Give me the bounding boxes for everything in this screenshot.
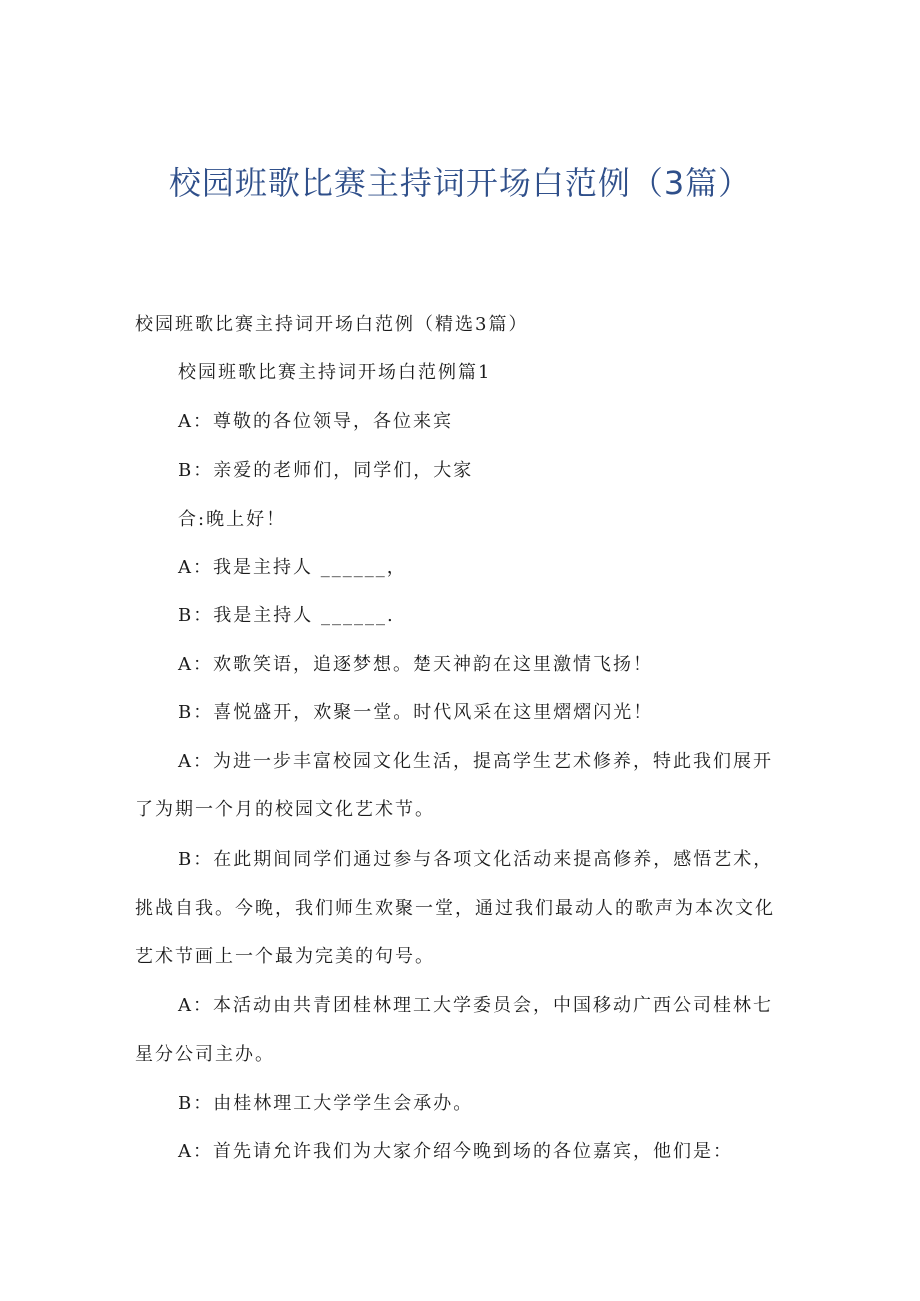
paragraph-line: B：在此期间同学们通过参与各项文化活动来提高修养，感悟艺术， (178, 849, 774, 870)
paragraph-line: B：亲爱的老师们，同学们，大家 (178, 460, 474, 481)
paragraph-line: 合:晚上好！ (178, 509, 287, 530)
paragraph-line: A：为进一步丰富校园文化生活，提高学生艺术修养，特此我们展开 (178, 751, 773, 772)
paragraph-line: A：我是主持人 ______， (178, 557, 407, 578)
paragraph-line: 艺术节画上一个最为完美的句号。 (135, 946, 435, 967)
paragraph-line: B：由桂林理工大学学生会承办。 (178, 1093, 474, 1114)
paragraph-line: B：我是主持人 ______. (178, 605, 395, 626)
document-title: 校园班歌比赛主持词开场白范例（3篇） (168, 164, 752, 202)
section-heading: 校园班歌比赛主持词开场白范例篇1 (178, 362, 492, 383)
paragraph-line: A：欢歌笑语，追逐梦想。楚天神韵在这里激情飞扬！ (178, 654, 653, 675)
subtitle: 校园班歌比赛主持词开场白范例（精选3篇） (135, 314, 529, 335)
paragraph-line: 星分公司主办。 (135, 1044, 275, 1065)
paragraph-line: A：本活动由共青团桂林理工大学委员会，中国移动广西公司桂林七 (178, 995, 773, 1016)
paragraph-line: B：喜悦盛开，欢聚一堂。时代风采在这里熠熠闪光！ (178, 702, 654, 723)
paragraph-line: 了为期一个月的校园文化艺术节。 (135, 799, 435, 820)
paragraph-line: 挑战自我。今晚，我们师生欢聚一堂，通过我们最动人的歌声为本次文化 (135, 898, 775, 919)
paragraph-line: A：尊敬的各位领导，各位来宾 (178, 411, 453, 432)
paragraph-line: A：首先请允许我们为大家介绍今晚到场的各位嘉宾，他们是： (178, 1141, 733, 1162)
